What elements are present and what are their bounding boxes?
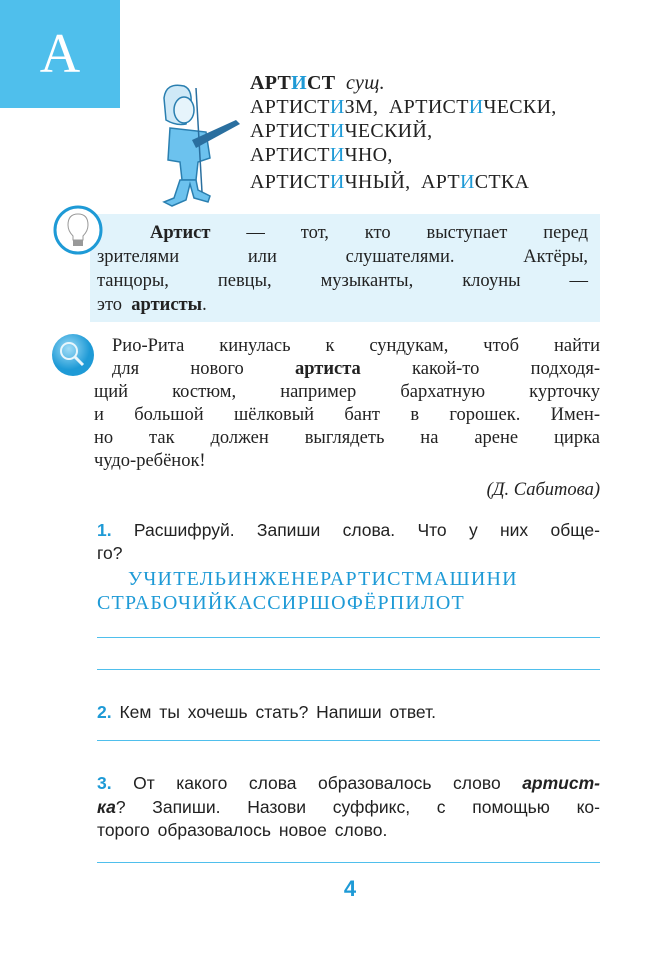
part-of-speech: сущ.: [346, 72, 385, 94]
excerpt-line: и большой шёлковый бант в горошек. Имен-: [94, 405, 600, 425]
answer-line[interactable]: [97, 740, 600, 741]
definition-line: [150, 222, 588, 244]
text: Расшифруй. Запиши слова. Что у них обще-: [133, 520, 600, 540]
stress-letter: И: [329, 144, 345, 166]
definition-line: зрителями или слушателями. Актёры,: [97, 247, 588, 267]
bold-term: артисты: [131, 295, 203, 315]
stress-letter: И: [459, 171, 475, 193]
excerpt-line: [112, 358, 600, 380]
answer-line[interactable]: [97, 637, 600, 638]
headword-stress: И: [291, 72, 308, 94]
answer-line[interactable]: [97, 862, 600, 863]
excerpt-author: (Д. Сабитова): [486, 480, 600, 500]
headword-part: СТ: [307, 72, 336, 94]
cipher-line: УЧИТЕЛЬИНЖЕНЕРАРТИСТМАШИНИ: [128, 568, 518, 590]
definition-term: Артист: [150, 223, 211, 243]
derivatives-line: [250, 96, 557, 119]
text: это: [97, 295, 123, 315]
violinist-illustration: [136, 80, 244, 208]
excerpt-line: но так должен выглядеть на арене цирка: [94, 428, 600, 448]
answer-line[interactable]: [97, 669, 600, 670]
task-number: 3.: [97, 773, 112, 793]
bold-term: артист-: [522, 773, 600, 793]
stress-letter: И: [468, 96, 484, 118]
derivative: АРТИСТ: [250, 144, 330, 166]
stress-letter: И: [329, 171, 345, 193]
text: какой-то подходя-: [412, 359, 600, 379]
task-3-line: [97, 796, 600, 818]
task-2-line: [97, 701, 436, 723]
derivative: ЧНЫЙ,: [344, 171, 411, 193]
bold-term: артиста: [294, 359, 361, 379]
cipher-line: СТРАБОЧИЙКАССИРШОФЁРПИЛОТ: [97, 592, 465, 614]
derivative: АРТИСТ: [388, 96, 469, 118]
definition-line: танцоры, певцы, музыканты, клоуны —: [97, 271, 588, 291]
stress-letter: И: [329, 96, 345, 118]
text: — тот, кто выступает перед: [246, 223, 588, 243]
headword-line: [250, 72, 385, 95]
headword-part: АРТ: [250, 72, 292, 94]
text: ? Запиши. Назови суффикс, с помощью ко-: [115, 797, 600, 817]
derivatives-line: [250, 144, 393, 167]
text: От какого слова образовалось слово: [133, 773, 501, 793]
derivative: АРТ: [421, 171, 460, 193]
text: Кем ты хочешь стать? Напиши ответ.: [119, 702, 437, 722]
derivatives-line: [250, 171, 529, 194]
derivative: АРТИСТ: [250, 171, 330, 193]
derivative: ЧЕСКИ,: [483, 96, 557, 118]
section-letter-tab: А: [0, 0, 120, 108]
derivative: АРТИСТ: [250, 120, 330, 142]
excerpt-line: щий костюм, например бархатную курточку: [94, 382, 600, 402]
magnifier-icon: [50, 332, 96, 378]
stress-letter: И: [329, 120, 345, 142]
derivative: ЗМ,: [344, 96, 379, 118]
excerpt-line: чудо-ребёнок!: [94, 451, 206, 471]
derivatives-line: [250, 120, 432, 143]
task-3-line: торого образовалось новое слово.: [97, 820, 388, 840]
derivative: ЧНО,: [344, 144, 393, 166]
page-number: 4: [343, 876, 357, 901]
text: для нового: [112, 359, 244, 379]
task-number: 1.: [97, 520, 112, 540]
task-3-line: [97, 772, 600, 794]
derivative: АРТИСТ: [250, 96, 330, 118]
task-1-line: го?: [97, 543, 123, 563]
bold-term: ка: [97, 797, 116, 817]
text: .: [202, 295, 207, 315]
definition-line: [97, 294, 207, 316]
derivative: ЧЕСКИЙ,: [344, 120, 433, 142]
derivative: СТКА: [474, 171, 530, 193]
excerpt-line: Рио-Рита кинулась к сундукам, чтоб найти: [112, 336, 600, 356]
task-number: 2.: [97, 702, 112, 722]
task-1-line: [97, 519, 600, 541]
